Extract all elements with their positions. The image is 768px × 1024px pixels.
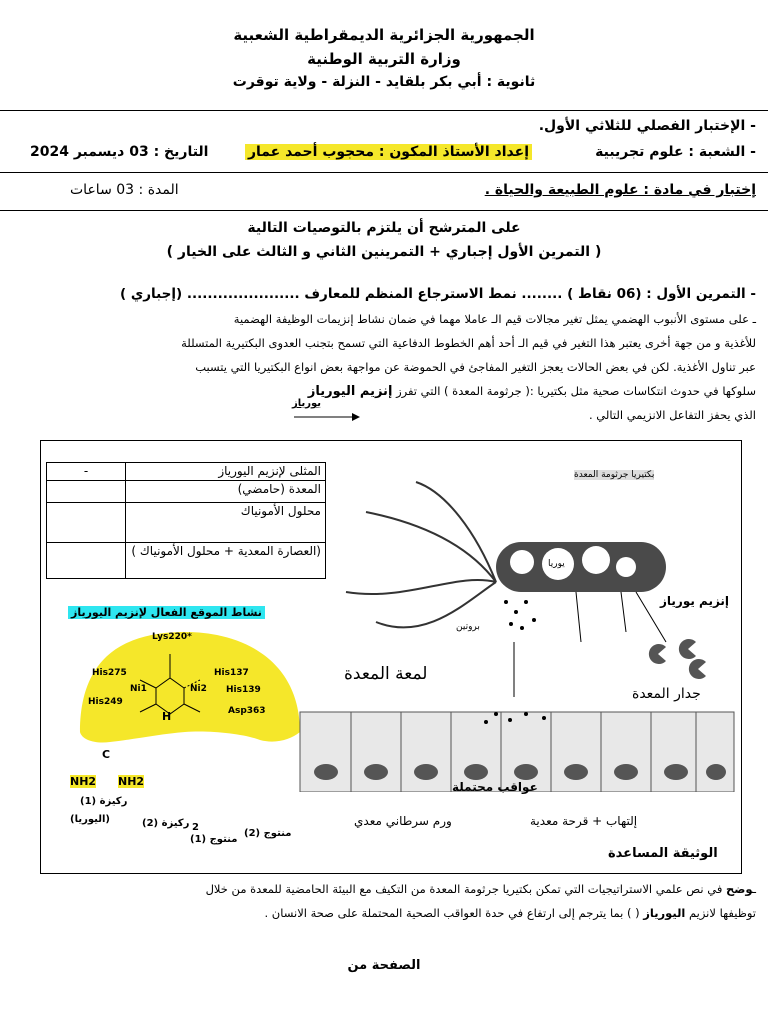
header-republic: الجمهورية الجزائرية الديمقراطية الشعبية bbox=[233, 26, 535, 44]
product2-label: منتوج (2) bbox=[244, 828, 292, 839]
exercise1-line5: الذي يحفز التفاعل الانزيمي التالي . bbox=[588, 408, 756, 422]
table-cell bbox=[47, 543, 126, 579]
bacteria-label: بكتيريا جرثومة المعدة bbox=[574, 470, 655, 480]
exam-date: التاريخ : 03 ديسمبر 2024 bbox=[30, 144, 209, 160]
reaction-enzyme-label: يورياز bbox=[292, 398, 322, 409]
table-cell: - bbox=[47, 463, 126, 481]
atom-label: NH2 bbox=[118, 775, 145, 788]
protein-label: بروتين bbox=[456, 622, 480, 632]
inflammation-label: إلتهاب + قرحة معدية bbox=[530, 814, 638, 828]
branch: - الشعبة : علوم تجريبية bbox=[595, 144, 756, 160]
table-cell: المثلى لإنزيم اليورياز bbox=[126, 463, 326, 481]
table-cell bbox=[47, 503, 126, 543]
table-cell bbox=[47, 481, 126, 503]
urea-label: يوريا bbox=[548, 559, 565, 569]
header-ministry: وزارة التربية الوطنية bbox=[307, 50, 461, 68]
answer-table bbox=[46, 462, 326, 579]
page-number: الصفحة من bbox=[347, 958, 421, 973]
residue-label: Lys220* bbox=[152, 632, 192, 642]
instructions-title: على المترشح أن يلتزم بالتوصيات التالية bbox=[247, 220, 521, 236]
tumor-label: ورم سرطاني معدي bbox=[354, 814, 452, 828]
divider bbox=[0, 110, 768, 111]
table-cell: (العصارة المعدية + محلول الأمونياك ) bbox=[126, 543, 326, 579]
residue-label: His139 bbox=[226, 685, 261, 695]
question-line2: توظيفها لانزيم اليورياز ( ) بما يترجم إلى ارتفاع في حدة العواقب الصحية المحتملة على صحة الانسان . bbox=[264, 906, 756, 920]
teacher: إعداد الأستاذ المكون : محجوب أحمد عمار bbox=[245, 144, 532, 160]
product1-label: منتوج (1) bbox=[190, 834, 238, 845]
residue-label: Ni1 bbox=[130, 684, 147, 694]
substrate1-label: ركيزة (1) bbox=[80, 796, 128, 807]
divider bbox=[0, 172, 768, 173]
substrate1-name: (اليوريا) bbox=[70, 814, 110, 825]
instructions-choice: ( التمرين الأول إجباري + التمرينين الثاني و الثالث على الخيار ) bbox=[166, 244, 602, 260]
exercise1-line4: سلوكها في حدوث انتكاسات صحية مثل بكتيريا :( جرثومة المعدة ) التي تفرز إنزيم اليورياز bbox=[307, 384, 756, 399]
wall-label: جدار المعدة bbox=[632, 686, 701, 702]
document-label: الوثيقة المساعدة bbox=[608, 846, 718, 861]
table-cell: محلول الأمونياك bbox=[126, 503, 326, 543]
residue-label: H bbox=[162, 710, 172, 723]
residue-label: Ni2 bbox=[190, 684, 207, 694]
residue-label: His137 bbox=[214, 668, 249, 678]
residue-label: His275 bbox=[92, 668, 127, 678]
duration: المدة : 03 ساعات bbox=[70, 182, 179, 198]
exercise1-title: - التمرين الأول : (06 نقاط ) ........ نمط الاسترجاع المنظم للمعارف ...................... (إجباري ) bbox=[120, 286, 756, 302]
active-site-title: نشاط الموقع الفعال لإنزيم اليورياز bbox=[68, 606, 265, 619]
stomach-diagram bbox=[296, 452, 738, 792]
header-school: ثانوية : أبي بكر بلقايد - النزلة - ولاية توقرت bbox=[232, 74, 536, 90]
residue-label: His249 bbox=[88, 697, 123, 707]
substrate2-label: ركيزة (2) bbox=[142, 818, 190, 829]
lumen-label: لمعة المعدة bbox=[344, 664, 428, 684]
substrate2-number: 2 bbox=[192, 822, 199, 833]
atom-label: C bbox=[102, 748, 111, 761]
exam-title: - الإختبار الفصلي للثلاثي الأول. bbox=[538, 118, 756, 134]
table-cell: المعدة (حامضي) bbox=[126, 481, 326, 503]
exercise1-line3: عبر تناول الأغذية. لكن في بعض الحالات يعجز التغير المفاجئ في الحموضة عن مواجهة بعض انواع البكتيريا التي يتسبب bbox=[195, 360, 756, 374]
exercise1-line2: للأغذية و من جهة أخرى يعتبر هذا التغير في قيم الـ أحد أهم الخطوط الدفاعية التي تسمح بتجنب العدوى البكتيرية المتسللة bbox=[181, 336, 756, 350]
subject: إختبار في مادة : علوم الطبيعة والحياة . bbox=[484, 182, 756, 198]
question-line1: ـوضح في نص علمي الاستراتيجيات التي تمكن بكتيريا جرثومة المعدة من التكيف مع البيئة الحامضية للمعدة من خلال bbox=[205, 882, 756, 896]
urease-label: إنزيم يورياز bbox=[660, 594, 730, 608]
residue-label: Asp363 bbox=[228, 706, 266, 716]
consequences-label: عواقب محتملة bbox=[452, 780, 538, 794]
reaction-arrow bbox=[292, 412, 362, 422]
atom-label: NH2 bbox=[70, 775, 97, 788]
exercise1-line1: ـ على مستوى الأنبوب الهضمي يمثل تغير مجالات قيم الـ عاملا مهما في ضمان نشاط إنزيمات الوظيفة الهضمية bbox=[233, 312, 756, 326]
divider bbox=[0, 210, 768, 211]
